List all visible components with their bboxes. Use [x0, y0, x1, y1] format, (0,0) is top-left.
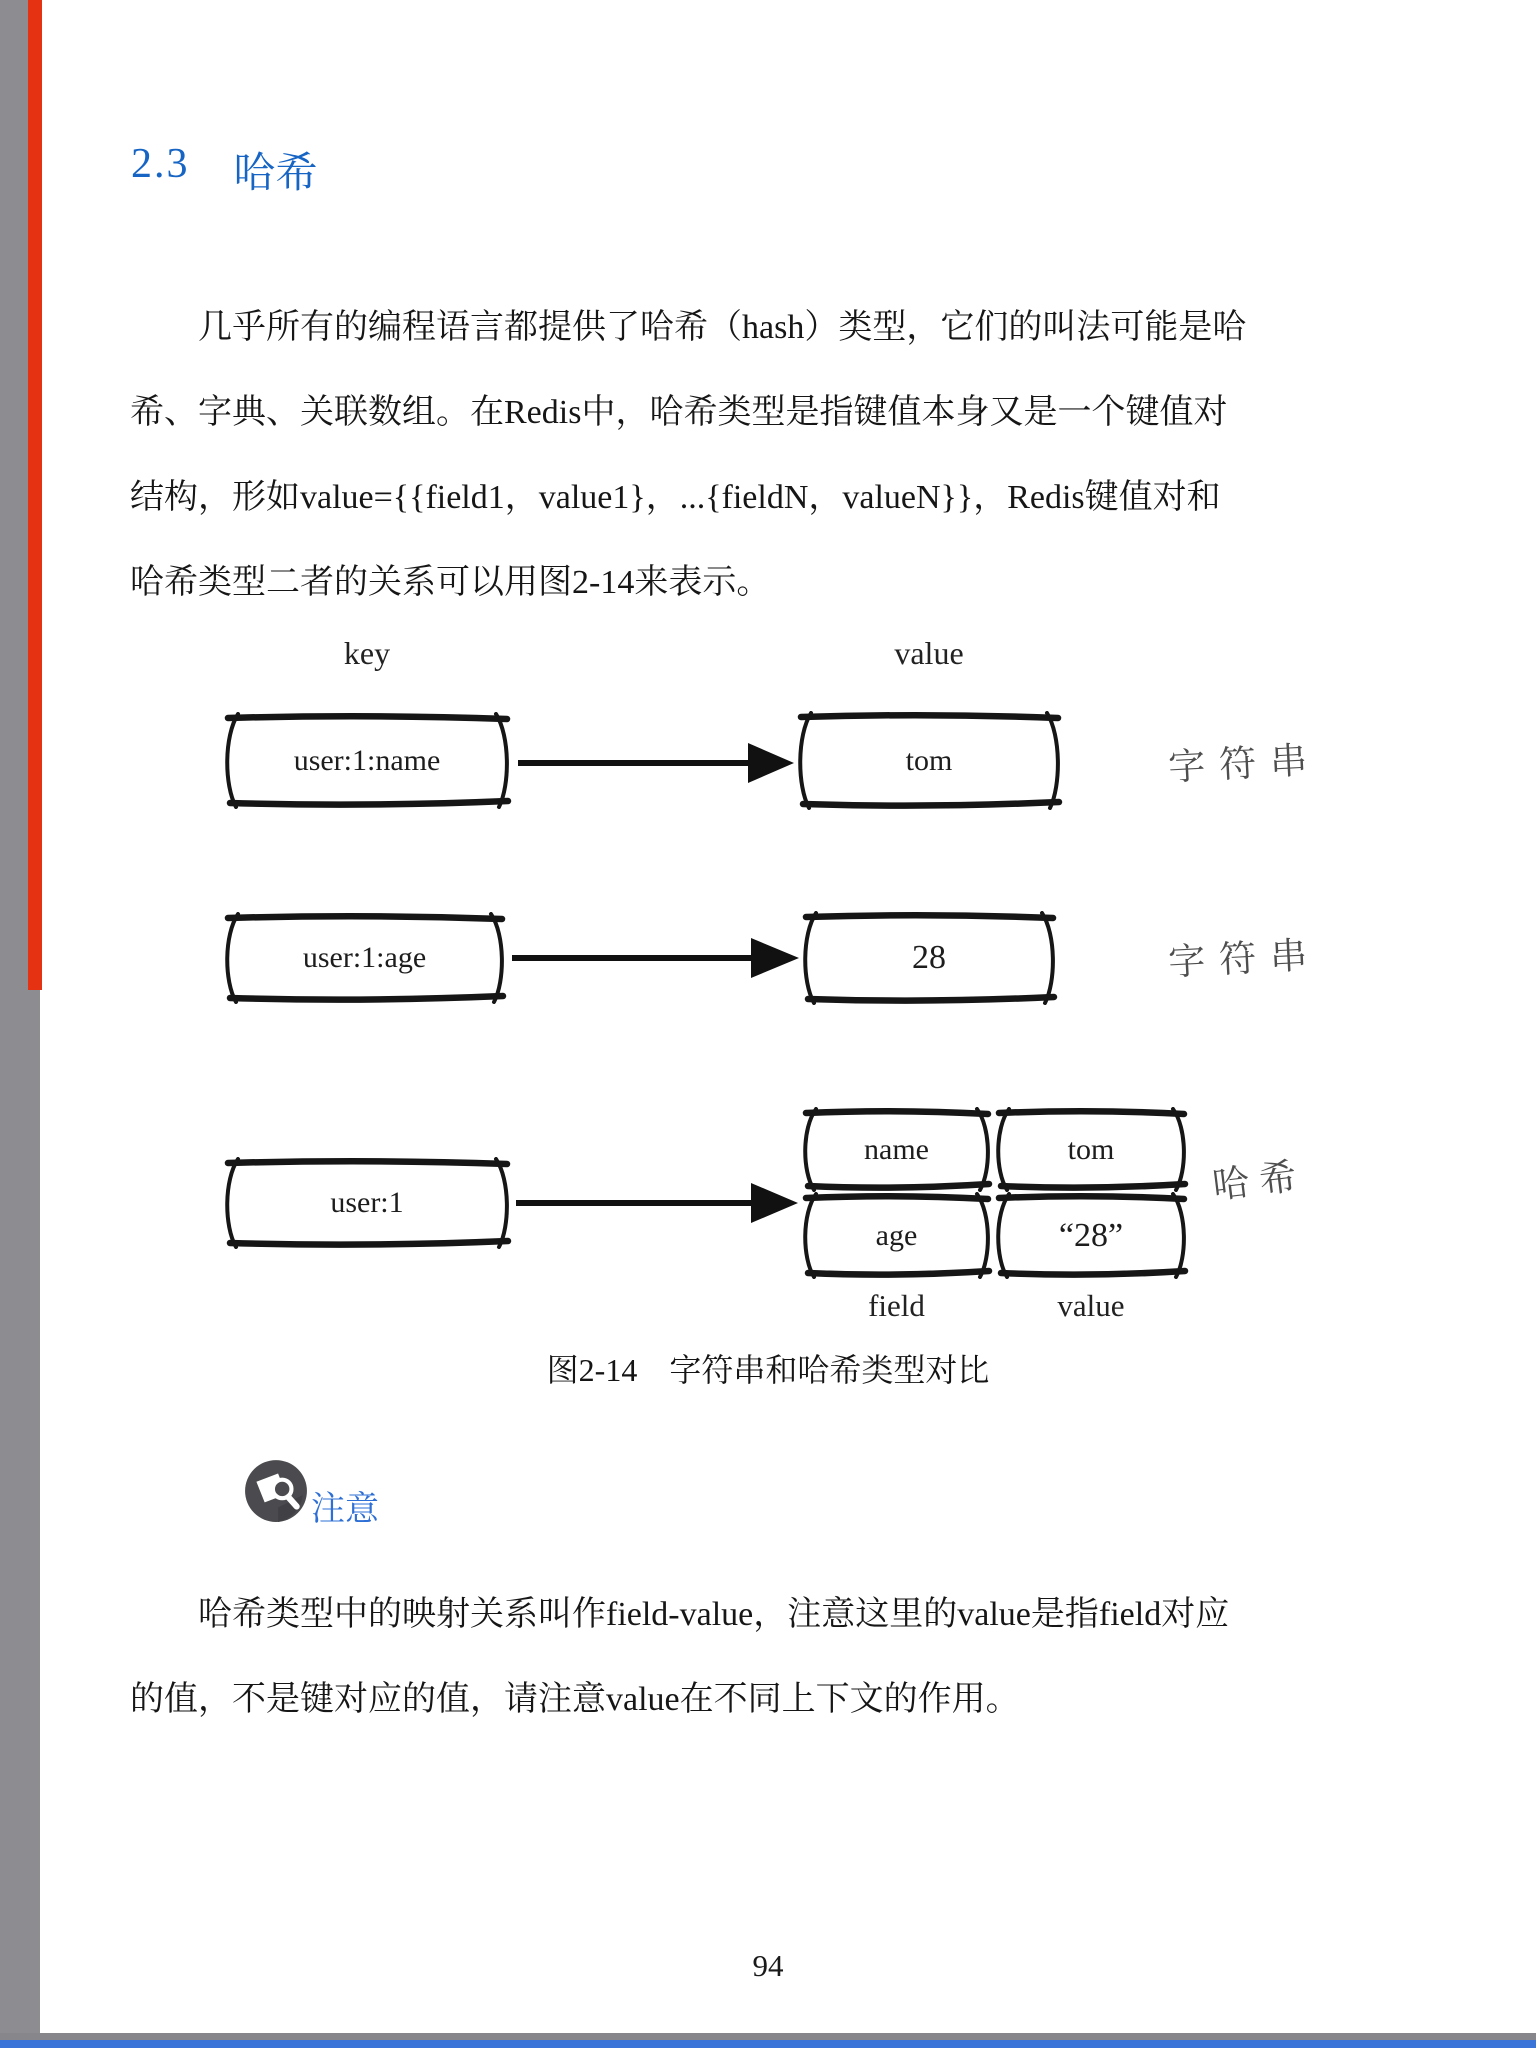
figure-caption: 图2-14 字符串和哈希类型对比: [546, 1352, 990, 1388]
paragraph-line: 哈希类型中的映射关系叫作field-value，注意这里的value是指field对应: [198, 1596, 1230, 1633]
value-box-label: 28: [912, 939, 946, 976]
hash-cell-label: tom: [1067, 1132, 1115, 1166]
reading-progress-bar[interactable]: [0, 2040, 1536, 2048]
paragraph-line: 哈希类型二者的关系可以用图2-14来表示。: [130, 564, 771, 601]
key-box-user-1-age: [222, 912, 507, 1004]
paragraph-line: 几乎所有的编程语言都提供了哈希（hash）类型，它们的叫法可能是哈: [198, 309, 1247, 346]
hash-cell-label: “28”: [1058, 1216, 1124, 1254]
section-heading: [131, 140, 318, 200]
paragraph-line: 的值，不是键对应的值，请注意value在不同上下文的作用。: [130, 1681, 1020, 1718]
key-box-user-1-name: [222, 712, 512, 809]
note-label: 注意: [311, 1491, 379, 1528]
figure-key-header: key: [343, 635, 391, 671]
scroll-indicator-bar[interactable]: [28, 0, 42, 990]
page-number: 94: [752, 1948, 784, 1983]
paragraph-line: 希、字典、关联数组。在Redis中，哈希类型是指键值本身又是一个键值对: [130, 394, 1228, 431]
paragraph-line: 结构，形如value={{field1，value1}，...{fieldN，valueN}}，Redis键值对和: [130, 479, 1221, 516]
note-magnifier-icon: [243, 1458, 309, 1524]
hash-cell-label: name: [864, 1132, 929, 1166]
intro-paragraph: [130, 285, 1247, 625]
hash-table-cell-field-age: [800, 1192, 993, 1279]
note-paragraph: [130, 1572, 1230, 1742]
type-annotation-string-2: 字符串: [1167, 935, 1323, 984]
key-box-label: user:1: [330, 1186, 404, 1219]
note-marker: [243, 1458, 379, 1528]
type-annotation-string-1: 字符串: [1167, 740, 1323, 789]
section-title: 哈希: [233, 151, 318, 197]
type-annotation-hash: 哈希: [1210, 1155, 1309, 1208]
arrow-head: [748, 743, 794, 783]
hash-table-cell-value-28: [993, 1192, 1189, 1279]
page-bottom-edge: [0, 2033, 1536, 2040]
value-box-tom: [795, 711, 1063, 810]
section-number: 2.3: [131, 141, 190, 187]
figure-value-header: value: [894, 635, 964, 671]
hash-cell-label: age: [875, 1218, 918, 1252]
hash-table-cell-value-tom: [993, 1107, 1189, 1192]
key-box-label: user:1:age: [302, 941, 427, 974]
value-box-28: [800, 911, 1058, 1005]
hash-table-cell-field-name: [800, 1107, 993, 1192]
key-box-label: user:1:name: [293, 743, 441, 777]
value-box-label: tom: [905, 743, 953, 777]
arrow-head: [751, 1183, 798, 1223]
value-column-label: value: [1057, 1288, 1125, 1323]
arrow-head: [751, 938, 799, 978]
field-column-label: field: [868, 1288, 925, 1323]
key-box-user-1: [222, 1157, 512, 1249]
